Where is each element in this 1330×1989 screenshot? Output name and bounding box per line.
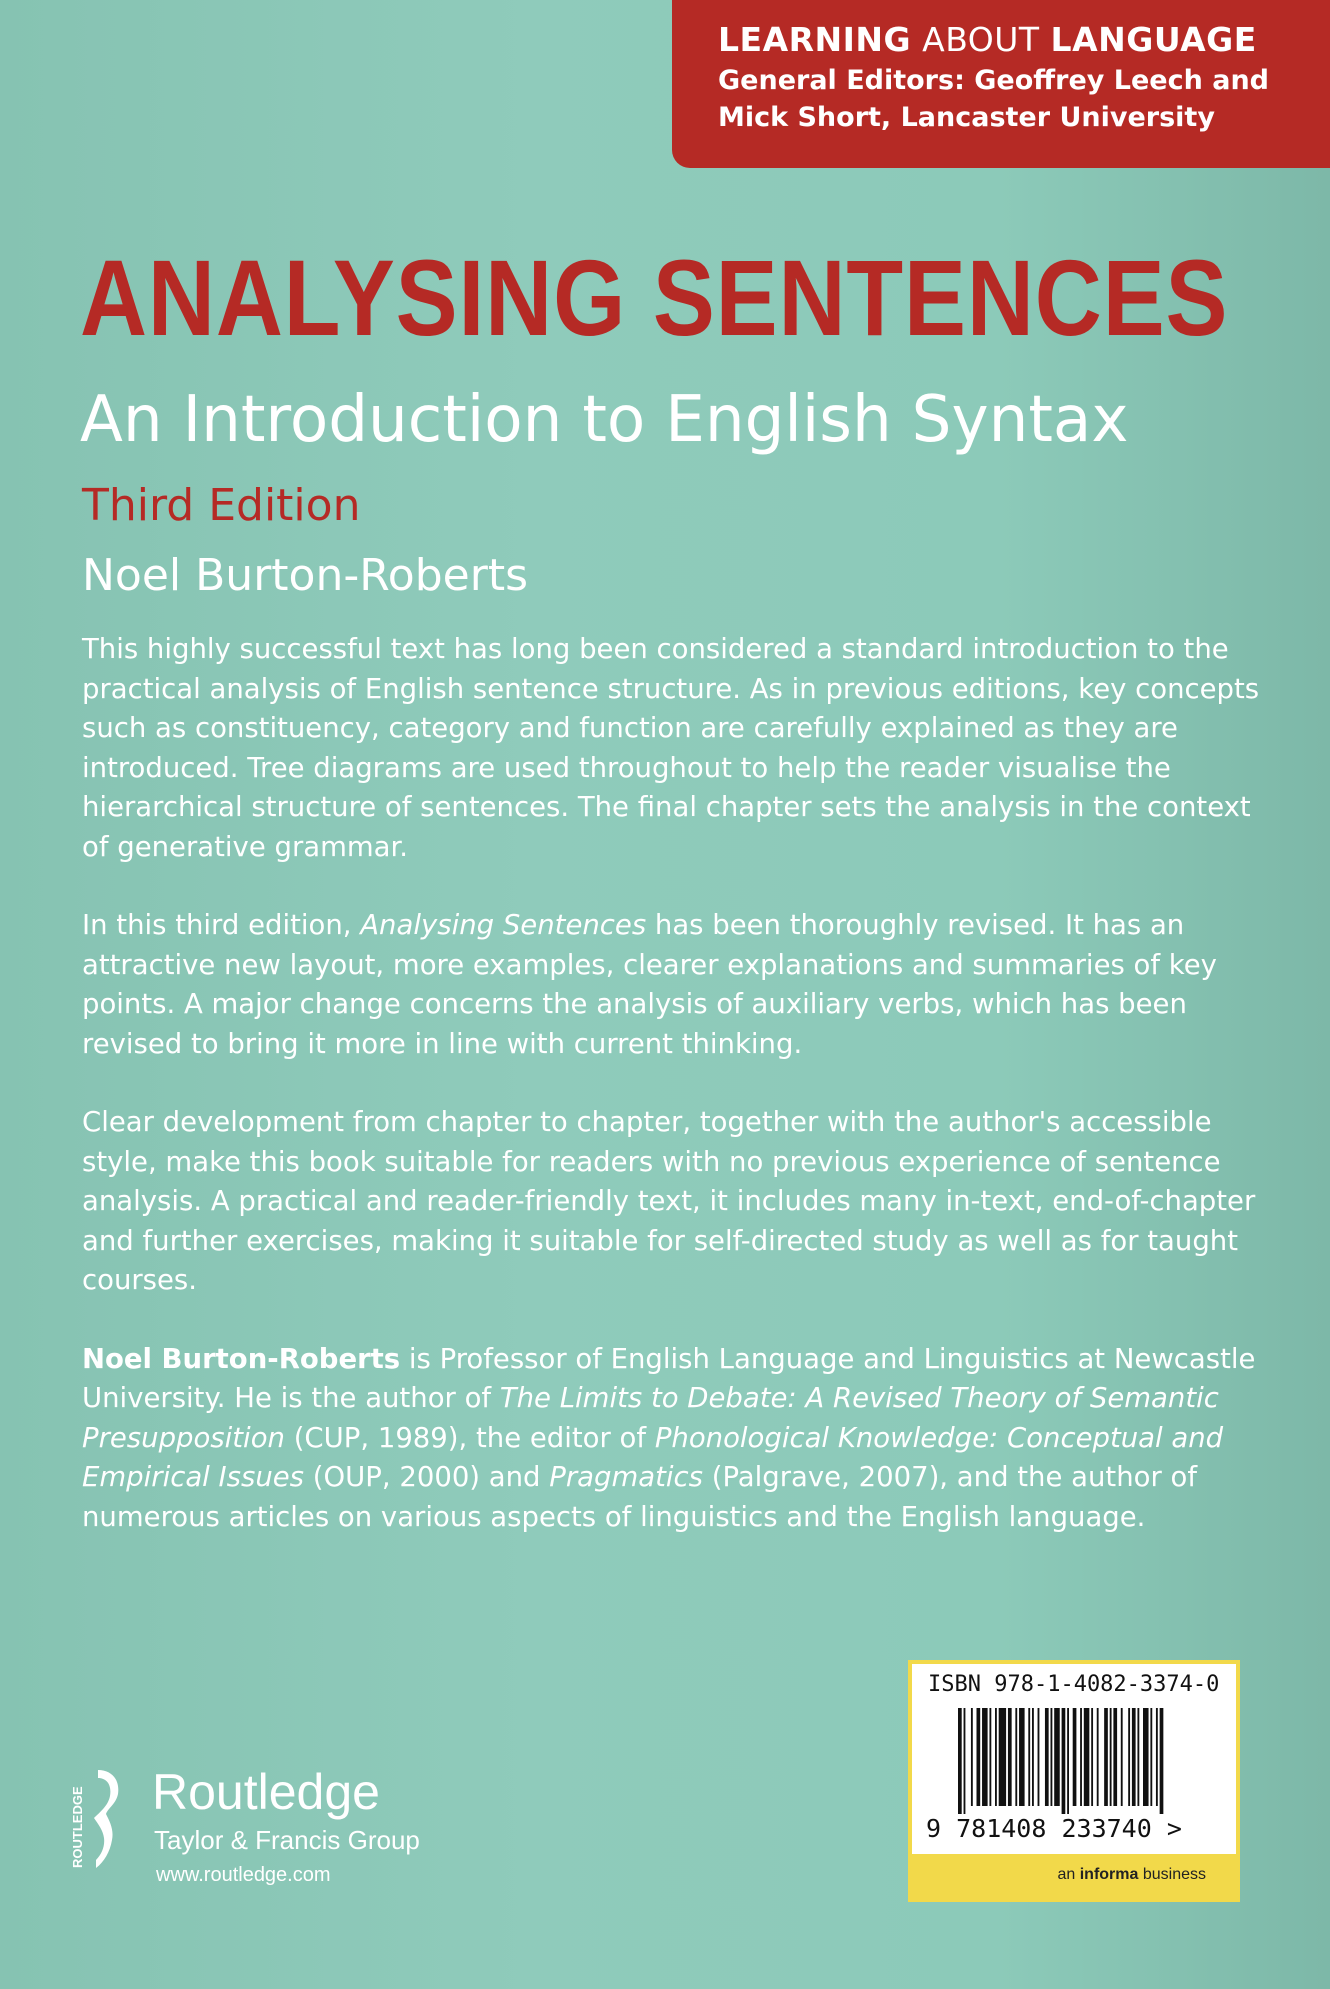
barcode-bar — [1038, 1708, 1040, 1806]
author-bio-text-b: (CUP, 1989), the editor of — [284, 1421, 655, 1454]
blurb — [82, 630, 1262, 1576]
barcode-bar — [1054, 1708, 1060, 1806]
barcode-bar — [1032, 1708, 1034, 1806]
barcode-bar — [989, 1708, 991, 1806]
author-bio-name: Noel Burton-Roberts — [82, 1342, 401, 1375]
barcode-bar — [1051, 1708, 1053, 1806]
barcode-bar — [1097, 1708, 1099, 1806]
author-bio-book-3: Pragmatics — [549, 1461, 703, 1493]
barcode-bar — [1067, 1708, 1069, 1814]
routledge-logo-icon — [68, 1764, 126, 1872]
barcode-bar — [1104, 1708, 1108, 1806]
blurb-paragraph-2 — [82, 906, 1262, 1064]
informa-pre: an — [1057, 1866, 1080, 1883]
isbn-label: ISBN 978-1-4082-3374-0 — [928, 1672, 1220, 1697]
barcode-bar — [1019, 1708, 1025, 1806]
barcode-bar — [1028, 1708, 1030, 1806]
barcode-bar — [1128, 1708, 1130, 1806]
barcode-bar — [1150, 1708, 1152, 1806]
barcode-bar — [1160, 1708, 1164, 1814]
barcode-bar — [964, 1708, 966, 1814]
publisher-url: www.routledge.com — [156, 1864, 331, 1886]
barcode-bar — [977, 1708, 981, 1806]
author-bio-text-a: is Professor of English Language and Linguistics at Newcastle University. He is the author of — [82, 1342, 1256, 1414]
barcode-bar — [1080, 1708, 1082, 1806]
series-title — [718, 18, 1330, 62]
series-word-about: ABOUT — [922, 20, 1040, 59]
series-editors-line2: Mick Short, Lancaster University — [718, 102, 1215, 133]
barcode-bar — [1137, 1708, 1139, 1806]
book-title: ANALYSING SENTENCES — [80, 237, 1229, 358]
barcode-bar — [1045, 1708, 1049, 1806]
barcode-bar — [982, 1708, 988, 1806]
barcode-bar — [1091, 1708, 1093, 1806]
informa-tagline — [1057, 1866, 1206, 1884]
barcode-bar — [1113, 1708, 1117, 1806]
barcode-bar — [1121, 1708, 1123, 1806]
barcode-bar — [1015, 1708, 1017, 1806]
blurb-p2-text-a: In this third edition, — [82, 909, 361, 941]
barcode-sticker — [908, 1660, 1240, 1902]
barcode-bar — [1110, 1708, 1112, 1806]
barcode-bar — [995, 1708, 997, 1806]
author-bio-book-2: Phonological Knowledge: Conceptual and Empirical Issues — [82, 1421, 1224, 1493]
author-bio-book-1: The Limits to Debate: A Revised Theory of Semantic Presupposition — [82, 1382, 1219, 1454]
publisher-name: Routledge — [152, 1764, 380, 1820]
publisher-block — [68, 1762, 468, 1902]
author-bio-text-c: (OUP, 2000) and — [304, 1461, 550, 1493]
series-word-language: LANGUAGE — [1050, 20, 1257, 59]
barcode-bar — [1132, 1708, 1136, 1806]
barcode-bar — [1143, 1708, 1149, 1806]
book-author: Noel Burton-Roberts — [82, 550, 528, 601]
book-edition: Third Edition — [82, 480, 361, 531]
barcode-bar — [1084, 1708, 1090, 1806]
informa-post: business — [1138, 1866, 1206, 1883]
barcode-bar — [1156, 1708, 1158, 1806]
routledge-logo-wordmark: ROUTLEDGE — [70, 1786, 85, 1868]
informa-strip — [912, 1854, 1236, 1898]
barcode-bar — [971, 1708, 973, 1806]
blurb-p2-book-title: Analysing Sentences — [360, 909, 647, 941]
blurb-paragraph-1: This highly successful text has long been considered a standard introduction to the practical analysis of English sentence structure. As in previous editions, key concepts such as constituency, category and function are carefully explained as they are introduced. Tree diagrams are used throughout to help the reader visualise the hierarchical structure of sentences. The final chapter sets the analysis in the context of generative grammar. — [82, 633, 1260, 863]
author-bio-text-d: (Palgrave, 2007), and the author of numerous articles on various aspects of linguistics and the English language. — [82, 1461, 1198, 1533]
barcode-bar — [1073, 1708, 1077, 1806]
series-editors-line1: General Editors: Geoffrey Leech and — [718, 65, 1270, 96]
barcode-bar — [958, 1708, 962, 1814]
series-word-learning: LEARNING — [718, 20, 912, 59]
barcode-digits: 9 781408 233740 > — [926, 1814, 1182, 1843]
blurb-paragraph-3: Clear development from chapter to chapter, together with the author's accessible style, make this book suitable for readers with no previous experience of sentence analysis. A practical and reader-friendly text, it includes many in-text, end-of-chapter and further exercises, making it suitable for self-directed study as well as for taught courses. — [82, 1106, 1256, 1296]
book-subtitle: An Introduction to English Syntax — [80, 383, 1129, 457]
publisher-group: Taylor & Francis Group — [154, 1825, 420, 1855]
barcode-bar — [1008, 1708, 1012, 1806]
barcode-bar — [1062, 1708, 1066, 1814]
barcode-bars — [958, 1708, 1214, 1814]
author-bio — [82, 1340, 1262, 1538]
barcode-bar — [999, 1708, 1006, 1806]
informa-brand: informa — [1079, 1866, 1139, 1883]
blurb-p2-text-b: has been thoroughly revised. It has an attractive new layout, more examples, clearer explanations and summaries of key points. A major change concerns the analysis of auxiliary verbs, which has been revised to bring it more in line with current thinking. — [82, 909, 1217, 1060]
series-banner — [672, 0, 1330, 168]
